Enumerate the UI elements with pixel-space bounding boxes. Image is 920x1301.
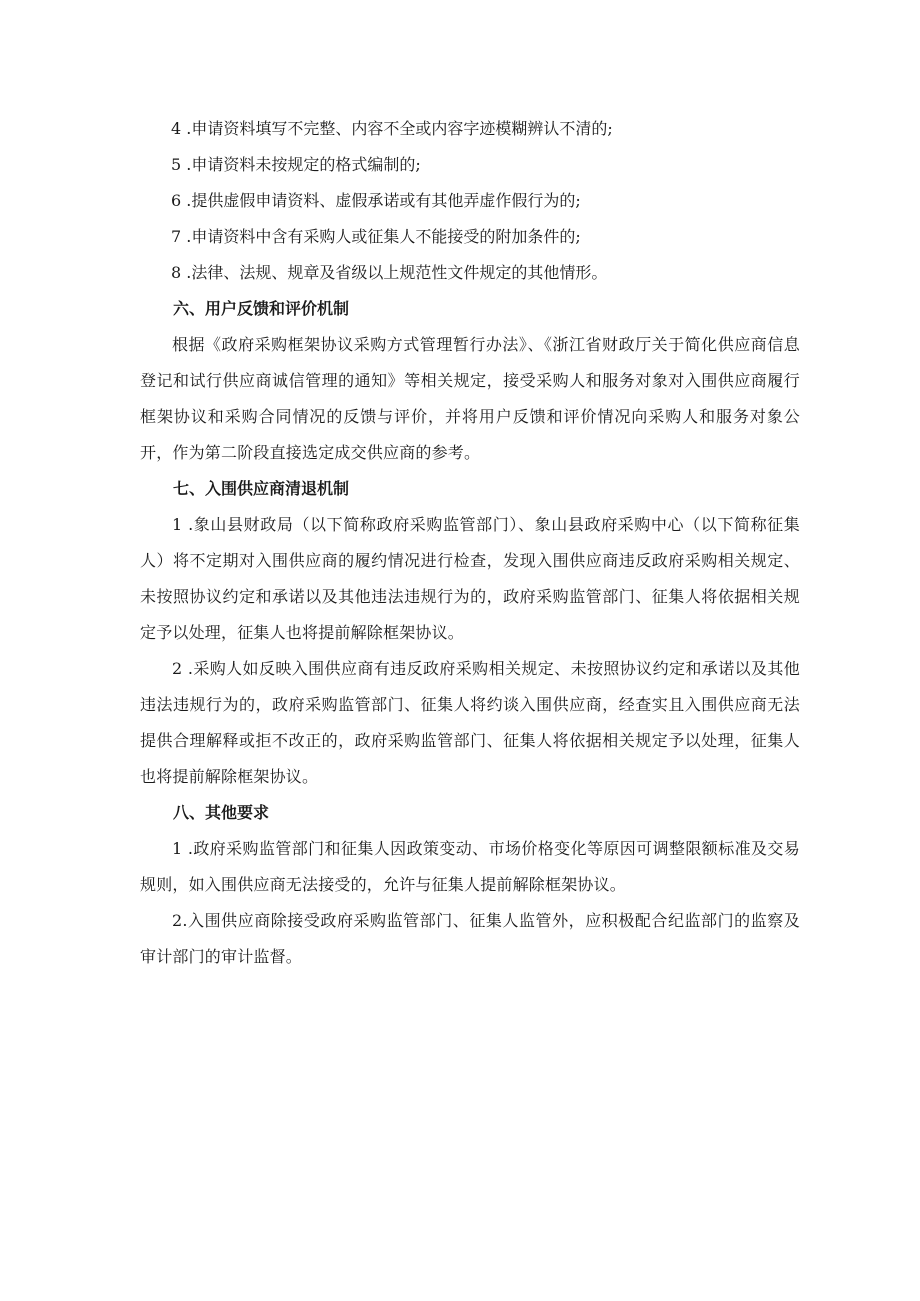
list-item: 4 .申请资料填写不完整、内容不全或内容字迹模糊辨认不清的; xyxy=(171,119,613,138)
section-paragraph: 2.入围供应商除接受政府采购监管部门、征集人监管外，应积极配合纪监部门的监察及审计部门的审计监督。 xyxy=(140,911,800,966)
section-heading-exit-mechanism: 七、入围供应商清退机制 xyxy=(173,479,350,498)
list-item: 8 .法律、法规、规章及省级以上规范性文件规定的其他情形。 xyxy=(171,263,608,282)
section-heading-feedback: 六、用户反馈和评价机制 xyxy=(173,299,350,318)
section-paragraph: 1 .政府采购监管部门和征集人因政策变动、市场价格变化等原因可调整限额标准及交易规则，如入围供应商无法接受的，允许与征集人提前解除框架协议。 xyxy=(140,839,800,894)
list-item: 5 .申请资料未按规定的格式编制的; xyxy=(171,155,421,174)
section-paragraph: 2 .采购人如反映入围供应商有违反政府采购相关规定、未按照协议约定和承诺以及其他违法违规行为的，政府采购监管部门、征集人将约谈入围供应商，经查实且入围供应商无法提供合理解释或拒不改正的，政府采购监管部门、征集人将依据相关规定予以处理，征集人也将提前解除框架协议。 xyxy=(140,659,800,786)
section-paragraph: 根据《政府采购框架协议采购方式管理暂行办法》、《浙江省财政厅关于简化供应商信息登记和试行供应商诚信管理的通知》等相关规定，接受采购人和服务对象对入围供应商履行框架协议和采购合同情况的反馈与评价，并将用户反馈和评价情况向采购人和服务对象公开，作为第二阶段直接选定成交供应商的参考。 xyxy=(140,335,800,462)
section-heading-other-requirements: 八、其他要求 xyxy=(173,803,270,822)
section-paragraph: 1 .象山县财政局（以下简称政府采购监管部门）、象山县政府采购中心（以下简称征集人）将不定期对入围供应商的履约情况进行检查，发现入围供应商违反政府采购相关规定、未按照协议约定和承诺以及其他违法违规行为的，政府采购监管部门、征集人将依据相关规定予以处理，征集人也将提前解除框架协议。 xyxy=(140,515,800,642)
document-body xyxy=(140,111,800,975)
list-item: 7 .申请资料中含有采购人或征集人不能接受的附加条件的; xyxy=(171,227,581,246)
list-item: 6 .提供虚假申请资料、虚假承诺或有其他弄虚作假行为的; xyxy=(171,191,581,210)
